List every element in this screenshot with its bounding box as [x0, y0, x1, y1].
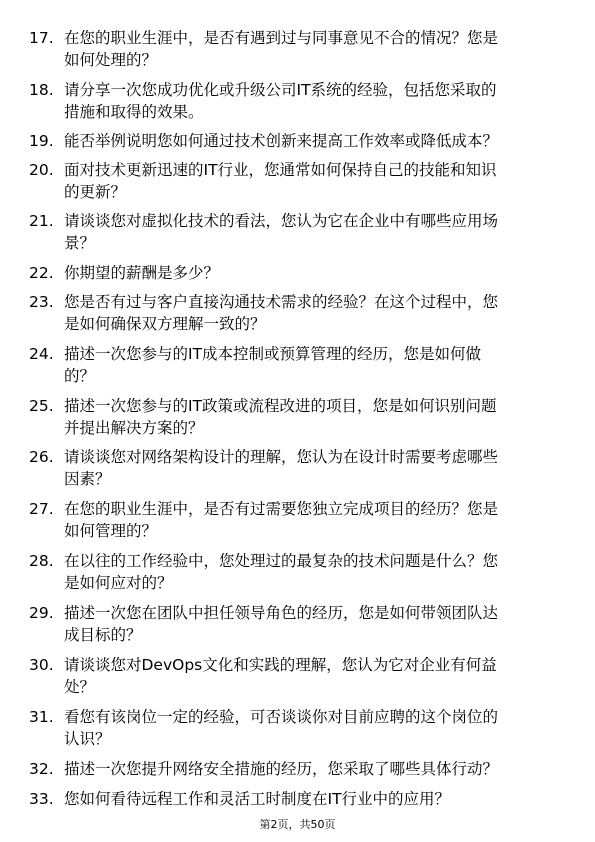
question-number: 32.: [29, 760, 54, 778]
page-number-label: 第2页，共50页: [259, 818, 336, 831]
question-text: 您是否有过与客户直接沟通技术需求的经验？在这个过程中，您 是如何确保双方理解一致的？: [64, 293, 499, 333]
question-text: 在您的职业生涯中，是否有遇到过与同事意见不合的情况？您是 如何处理的？: [64, 29, 499, 69]
question-text: 描述一次您提升网络安全措施的经历，您采取了哪些具体行动？: [64, 760, 499, 778]
question-text: 能否举例说明您如何通过技术创新来提高工作效率或降低成本？: [64, 132, 499, 150]
question-text: 请谈谈您对DevOps文化和实践的理解，您认为它对企业有何益 处？: [64, 656, 497, 696]
question-text: 看您有该岗位一定的经验，可否谈谈你对目前应聘的这个岗位的 认识？: [64, 708, 499, 748]
question-number: 21.: [29, 212, 54, 230]
question-number: 19.: [29, 132, 54, 150]
question-number: 26.: [29, 448, 54, 466]
question-text: 描述一次您在团队中担任领导角色的经历，您是如何带领团队达 成目标的？: [64, 604, 499, 644]
question-number: 20.: [29, 161, 54, 179]
question-number: 18.: [29, 81, 54, 99]
question-number: 28.: [29, 552, 54, 570]
question-number: 30.: [29, 656, 54, 674]
question-text: 请谈谈您对网络架构设计的理解，您认为在设计时需要考虑哪些 因素？: [64, 448, 499, 488]
question-text: 在以往的工作经验中，您处理过的最复杂的技术问题是什么？您 是如何应对的？: [64, 552, 499, 592]
question-text: 描述一次您参与的IT政策或流程改进的项目，您是如何识别问题 并提出解决方案的？: [64, 397, 497, 437]
question-number: 31.: [29, 708, 54, 726]
question-number: 24.: [29, 345, 54, 363]
question-number: 27.: [29, 500, 54, 518]
question-text: 请谈谈您对虚拟化技术的看法，您认为它在企业中有哪些应用场 景？: [64, 212, 499, 252]
question-number: 29.: [29, 604, 54, 622]
question-number: 33.: [29, 790, 54, 808]
question-text: 您如何看待远程工作和灵活工时制度在IT行业中的应用？: [64, 790, 451, 808]
question-text: 面对技术更新迅速的IT行业，您通常如何保持自己的技能和知识 的更新？: [64, 161, 497, 201]
question-number: 23.: [29, 293, 54, 311]
question-number: 17.: [29, 29, 54, 47]
question-text: 在您的职业生涯中，是否有过需要您独立完成项目的经历？您是 如何管理的？: [64, 500, 499, 540]
page-footer: [0, 818, 595, 832]
question-text: 你期望的薪酬是多少？: [64, 264, 220, 282]
question-number: 22.: [29, 264, 54, 282]
question-text: 请分享一次您成功优化或升级公司IT系统的经验，包括您采取的 措施和取得的效果。: [64, 81, 497, 121]
question-text: 描述一次您参与的IT成本控制或预算管理的经历，您是如何做 的？: [64, 345, 482, 385]
question-number: 25.: [29, 397, 54, 415]
